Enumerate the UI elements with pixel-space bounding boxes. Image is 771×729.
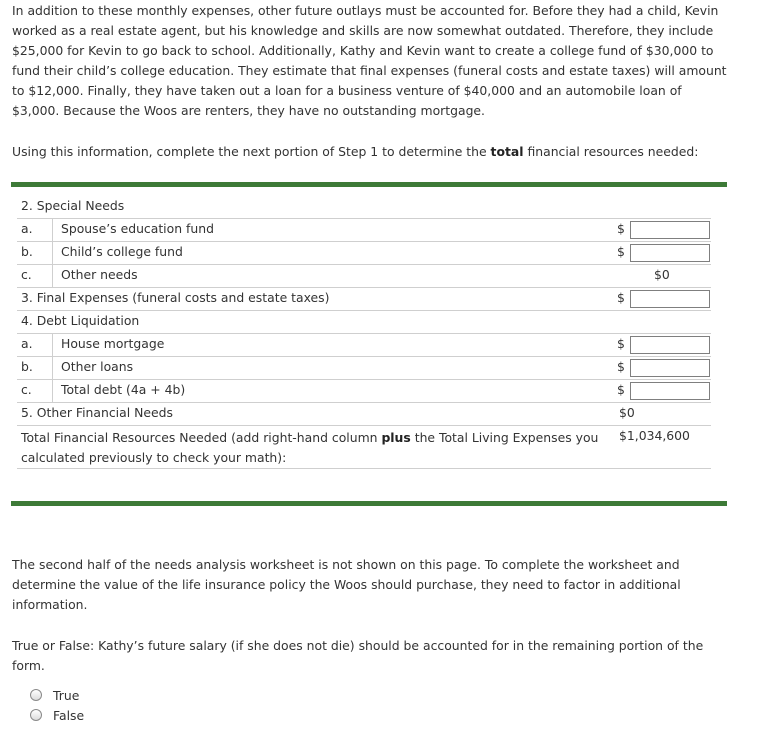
other-loans-input[interactable] <box>630 359 710 377</box>
special-needs-header <box>17 196 711 219</box>
row-letter: b. <box>21 244 33 259</box>
option-false-label: False <box>53 708 85 723</box>
other-financial-needs-row <box>17 403 711 426</box>
column-divider <box>52 334 53 356</box>
other-needs-value: $0 <box>654 267 670 282</box>
column-divider <box>52 380 53 402</box>
child-college-label: Child’s college fund <box>61 244 183 259</box>
currency-symbol: $ <box>617 290 625 305</box>
option-true-label: True <box>53 688 80 703</box>
child-college-input[interactable] <box>630 244 710 262</box>
total-resources-row <box>17 426 711 469</box>
currency-symbol: $ <box>617 359 625 374</box>
total-text-after: the Total Living Expenses you calculated previously to check your math): <box>21 430 599 465</box>
currency-symbol: $ <box>617 336 625 351</box>
other-needs-row <box>17 265 711 288</box>
total-debt-row <box>17 380 711 403</box>
total-resources-label <box>21 428 601 468</box>
instruction-bold: total <box>490 144 524 159</box>
other-financial-needs-label: 5. Other Financial Needs <box>21 405 173 420</box>
currency-symbol: $ <box>617 382 625 397</box>
bottom-divider-bar <box>11 501 727 506</box>
row-letter: b. <box>21 359 33 374</box>
total-debt-input[interactable] <box>630 382 710 400</box>
instruction-text-after: financial resources needed: <box>523 144 699 159</box>
other-loans-label: Other loans <box>61 359 134 374</box>
instruction-paragraph <box>12 142 732 162</box>
radio-button-true[interactable] <box>30 689 42 701</box>
child-college-row <box>17 242 711 265</box>
radio-button-false[interactable] <box>30 709 42 721</box>
spouse-education-input[interactable] <box>630 221 710 239</box>
final-expenses-label: 3. Final Expenses (funeral costs and estate taxes) <box>21 290 330 305</box>
house-mortgage-label: House mortgage <box>61 336 165 351</box>
column-divider <box>52 219 53 241</box>
currency-symbol: $ <box>617 221 625 236</box>
top-divider-bar <box>11 182 727 187</box>
column-divider <box>52 357 53 379</box>
total-resources-value: $1,034,600 <box>619 428 690 443</box>
column-divider <box>52 242 53 264</box>
second-half-paragraph: The second half of the needs analysis worksheet is not shown on this page. To complete the worksheet and determine the value of the life insurance policy the Woos should purchase, they need to factor in additional information. <box>12 557 681 612</box>
currency-symbol: $ <box>617 244 625 259</box>
row-letter: a. <box>21 336 33 351</box>
question-text: True or False: Kathy’s future salary (if she does not die) should be accounted for in the remaining portion of the form. <box>12 638 704 673</box>
other-loans-row <box>17 357 711 380</box>
debt-liquidation-title: 4. Debt Liquidation <box>21 313 140 328</box>
house-mortgage-row <box>17 334 711 357</box>
debt-liquidation-header <box>17 311 711 334</box>
row-letter: c. <box>21 382 32 397</box>
special-needs-title: 2. Special Needs <box>21 198 125 213</box>
other-financial-needs-value: $0 <box>619 405 635 420</box>
spouse-education-row <box>17 219 711 242</box>
intro-paragraph: In addition to these monthly expenses, other future outlays must be accounted for. Before they had a child, Kevin worked as a real estate agent, but his knowledge and skills are now somewhat outdated. Therefore, they include $25,000 for Kevin to go back to school. Additionally, Kathy and Kevin want to create a college fund of $30,000 to fund their child’s college education. They estimate that final expenses (funeral costs and estate taxes) will amount to $12,000. Finally, they have taken out a loan for a business venture of $40,000 and an automobile loan of $3,000. Because the Woos are renters, they have no outstanding mortgage. <box>12 3 727 118</box>
spouse-education-label: Spouse’s education fund <box>61 221 214 236</box>
row-letter: a. <box>21 221 33 236</box>
total-debt-label: Total debt (4a + 4b) <box>61 382 186 397</box>
total-bold: plus <box>381 430 411 445</box>
house-mortgage-input[interactable] <box>630 336 710 354</box>
final-expenses-row <box>17 288 711 311</box>
instruction-text-before: Using this information, complete the next portion of Step 1 to determine the <box>12 144 491 159</box>
column-divider <box>52 265 53 287</box>
final-expenses-input[interactable] <box>630 290 710 308</box>
other-needs-label: Other needs <box>61 267 138 282</box>
total-text-before: Total Financial Resources Needed (add right-hand column <box>21 430 382 445</box>
row-letter: c. <box>21 267 32 282</box>
